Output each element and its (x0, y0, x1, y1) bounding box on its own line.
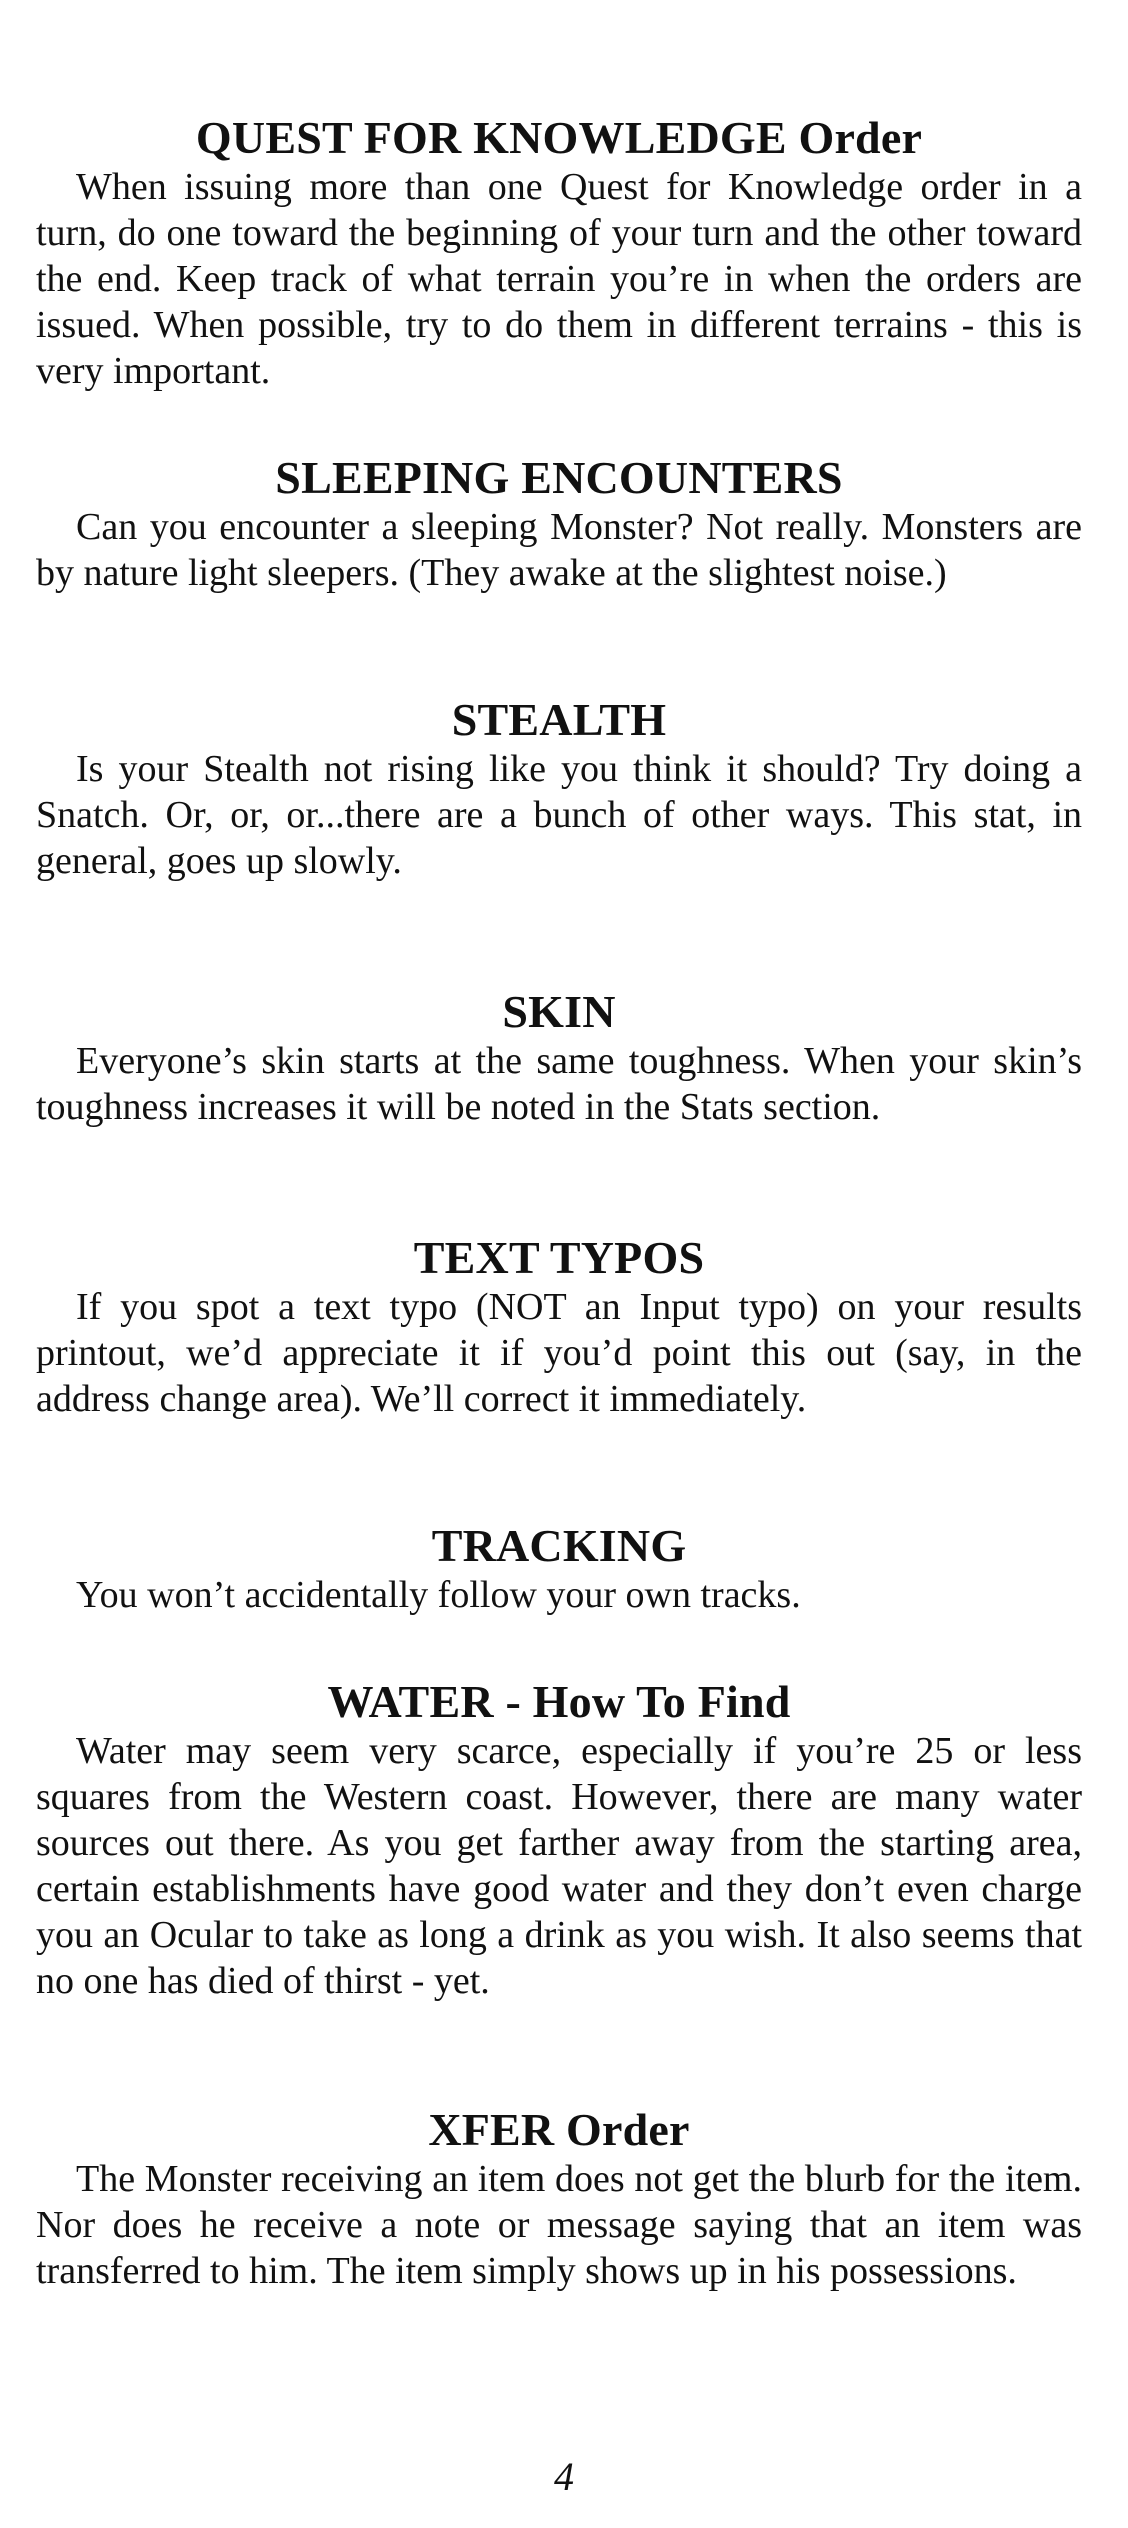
section-title: SLEEPING ENCOUNTERS (275, 452, 843, 503)
section-body: You won’t accidentally follow your own tracks. (76, 1574, 801, 1616)
section-title: TEXT TYPOS (413, 1232, 705, 1283)
section-sleeping-encounters (36, 452, 1082, 596)
section-title: TRACKING (431, 1520, 687, 1571)
page-number: 4 (554, 2454, 574, 2499)
section-tracking (36, 1520, 1082, 1618)
section-body: If you spot a text typo (NOT an Input typo) on your results printout, we’d appreciate it if you’d point this out (say, in the address change area). We’ll correct it immediately. (36, 1286, 1082, 1420)
section-water (36, 1676, 1082, 2004)
section-text-typos (36, 1232, 1082, 1422)
section-skin (36, 986, 1082, 1130)
section-body: Everyone’s skin starts at the same toughness. When your skin’s toughness increases it will be noted in the Stats section. (36, 1040, 1082, 1128)
section-quest-for-knowledge (36, 112, 1082, 394)
section-title: WATER - How To Find (327, 1676, 791, 1727)
section-body: Water may seem very scarce, especially if you’re 25 or less squares from the Western coast. However, there are many water sources out there. As you get farther away from the starting area, certain establishments have good water and they don’t even charge you an Ocular to take as long a drink as you wish. It also seems that no one has died of thirst - yet. (36, 1730, 1082, 2002)
section-title: QUEST FOR KNOWLEDGE Order (195, 112, 923, 163)
section-xfer-order (36, 2104, 1082, 2294)
section-body: Can you encounter a sleeping Monster? Not really. Monsters are by nature light sleepers. (They awake at the slightest noise.) (36, 506, 1082, 594)
section-body: The Monster receiving an item does not get the blurb for the item. Nor does he receive a note or message saying that an item was transferred to him. The item simply shows up in his possessions. (36, 2158, 1082, 2292)
section-title: SKIN (502, 986, 616, 1037)
section-body: When issuing more than one Quest for Knowledge order in a turn, do one toward the beginning of your turn and the other toward the end. Keep track of what terrain you’re in when the orders are issued. When possible, try to do them in different terrains - this is very important. (36, 166, 1082, 392)
section-title: STEALTH (451, 694, 667, 745)
section-title: XFER Order (428, 2104, 690, 2155)
section-stealth (36, 694, 1082, 884)
section-body: Is your Stealth not rising like you think it should? Try doing a Snatch. Or, or, or...there are a bunch of other ways. This stat, in general, goes up slowly. (36, 748, 1082, 882)
